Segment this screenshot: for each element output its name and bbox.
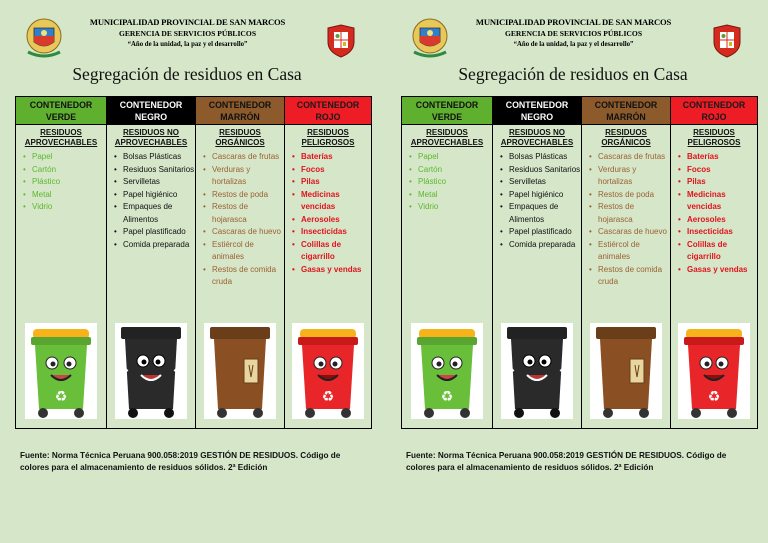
page-title: Segregación de residuos en Casa bbox=[72, 64, 302, 84]
column-marron bbox=[582, 97, 671, 428]
svg-text:♻: ♻ bbox=[54, 389, 68, 405]
black-bin-icon bbox=[501, 323, 573, 419]
list-item: • Papel plastificado bbox=[500, 226, 581, 239]
container-header-negro: CONTENEDOR NEGRO bbox=[493, 97, 581, 125]
list-item: • Medicinas vencidas bbox=[678, 189, 757, 214]
list-item: • Bolsas Plásticas bbox=[114, 151, 195, 164]
list-item: • Empaques de Alimentos bbox=[500, 201, 581, 226]
svg-text:♻: ♻ bbox=[440, 389, 454, 405]
peru-coat-of-arms-icon bbox=[326, 24, 356, 58]
category-title: RESIDUOS NO APROVECHABLES bbox=[114, 128, 188, 147]
container-header-verde: CONTENEDOR VERDE bbox=[16, 97, 106, 125]
municipality-name: MUNICIPALIDAD PROVINCIAL DE SAN MARCOS bbox=[89, 17, 286, 27]
list-item: • Pilas bbox=[678, 176, 757, 189]
list-item: • Papel higiénico bbox=[114, 189, 195, 202]
green-bin-icon bbox=[25, 323, 97, 419]
list-item: • Papel higiénico bbox=[500, 189, 581, 202]
list-item: • Insecticidas bbox=[678, 226, 757, 239]
container-header-marron: CONTENEDOR MARRÓN bbox=[196, 97, 284, 125]
containers-table bbox=[401, 96, 758, 429]
list-item: • Papel bbox=[409, 151, 492, 164]
black-bin-icon bbox=[115, 323, 187, 419]
column-verde bbox=[402, 97, 493, 428]
list-item: • Plástico bbox=[409, 176, 492, 189]
red-bin-icon bbox=[292, 323, 364, 419]
container-header-rojo: CONTENEDOR ROJO bbox=[285, 97, 371, 125]
list-item: • Plástico bbox=[23, 176, 106, 189]
svg-text:♻: ♻ bbox=[707, 389, 721, 405]
column-negro bbox=[493, 97, 582, 428]
source-citation: Fuente: Norma Técnica Peruana 900.058:2019 GESTIÓN DE RESIDUOS. Código de colores para el almacenamiento de residuos sólidos. 2ª Edición bbox=[406, 451, 727, 472]
containers-table bbox=[15, 96, 372, 429]
list-item: • Restos de comida cruda bbox=[203, 264, 284, 289]
brown-bin-icon bbox=[204, 323, 276, 419]
green-bin-icon bbox=[411, 323, 483, 419]
category-title: RESIDUOS APROVECHABLES bbox=[410, 128, 484, 147]
list-item: • Baterías bbox=[292, 151, 371, 164]
list-item: • Comida preparada bbox=[500, 239, 581, 252]
motto: “Año de la unidad, la paz y el desarrollo” bbox=[127, 41, 248, 48]
items-list bbox=[582, 151, 670, 289]
peru-coat-of-arms-icon bbox=[712, 24, 742, 58]
container-header-negro: CONTENEDOR NEGRO bbox=[107, 97, 195, 125]
category-title: RESIDUOS PELIGROSOS bbox=[301, 128, 355, 147]
municipality-name: MUNICIPALIDAD PROVINCIAL DE SAN MARCOS bbox=[475, 17, 672, 27]
list-item: • Empaques de Alimentos bbox=[114, 201, 195, 226]
list-item: • Restos de poda bbox=[589, 189, 670, 202]
category-title: RESIDUOS PELIGROSOS bbox=[687, 128, 741, 147]
page-title: Segregación de residuos en Casa bbox=[458, 64, 688, 84]
list-item: • Medicinas vencidas bbox=[292, 189, 371, 214]
list-item: • Restos de hojarasca bbox=[203, 201, 284, 226]
list-item: • Insecticidas bbox=[292, 226, 371, 239]
list-item: • Comida preparada bbox=[114, 239, 195, 252]
office-name: GERENCIA DE SERVICIOS PÚBLICOS bbox=[118, 29, 257, 38]
list-item: • Aerosoles bbox=[292, 214, 371, 227]
column-negro bbox=[107, 97, 196, 428]
header-block bbox=[446, 17, 701, 50]
list-item: • Gasas y vendas bbox=[678, 264, 757, 277]
flyer-panel-left bbox=[0, 0, 374, 543]
list-item: • Cascaras de huevo bbox=[203, 226, 284, 239]
category-title: RESIDUOS ORGÁNICOS bbox=[601, 128, 651, 147]
items-list bbox=[196, 151, 284, 289]
list-item: • Cartón bbox=[23, 164, 106, 177]
category-title: RESIDUOS ORGÁNICOS bbox=[215, 128, 265, 147]
list-item: • Cartón bbox=[409, 164, 492, 177]
list-item: • Servilletas bbox=[114, 176, 195, 189]
items-list bbox=[16, 151, 106, 214]
container-header-marron: CONTENEDOR MARRÓN bbox=[582, 97, 670, 125]
items-list bbox=[493, 151, 581, 251]
category-title: RESIDUOS APROVECHABLES bbox=[24, 128, 98, 147]
red-bin-icon bbox=[678, 323, 750, 419]
list-item: • Verduras y hortalizas bbox=[203, 164, 284, 189]
list-item: • Vidrio bbox=[409, 201, 492, 214]
list-item: • Vidrio bbox=[23, 201, 106, 214]
container-header-verde: CONTENEDOR VERDE bbox=[402, 97, 492, 125]
items-list bbox=[671, 151, 757, 276]
list-item: • Residuos Sanitarios bbox=[114, 164, 195, 177]
office-name: GERENCIA DE SERVICIOS PÚBLICOS bbox=[504, 29, 643, 38]
column-marron bbox=[196, 97, 285, 428]
list-item: • Restos de poda bbox=[203, 189, 284, 202]
list-item: • Focos bbox=[678, 164, 757, 177]
motto: “Año de la unidad, la paz y el desarrollo” bbox=[513, 41, 634, 48]
list-item: • Estiércol de animales bbox=[203, 239, 284, 264]
items-list bbox=[107, 151, 195, 251]
list-item: • Residuos Sanitarios bbox=[500, 164, 581, 177]
source-citation: Fuente: Norma Técnica Peruana 900.058:2019 GESTIÓN DE RESIDUOS. Código de colores para el almacenamiento de residuos sólidos. 2ª Edición bbox=[20, 451, 341, 472]
list-item: • Colillas de cigarrillo bbox=[292, 239, 371, 264]
list-item: • Verduras y hortalizas bbox=[589, 164, 670, 189]
brown-bin-icon bbox=[590, 323, 662, 419]
header-block bbox=[60, 17, 315, 50]
list-item: • Cascaras de frutas bbox=[203, 151, 284, 164]
items-list bbox=[285, 151, 371, 276]
list-item: • Servilletas bbox=[500, 176, 581, 189]
column-rojo bbox=[671, 97, 757, 428]
list-item: • Gasas y vendas bbox=[292, 264, 371, 277]
list-item: • Metal bbox=[409, 189, 492, 202]
list-item: • Restos de hojarasca bbox=[589, 201, 670, 226]
list-item: • Cascaras de huevo bbox=[589, 226, 670, 239]
list-item: • Cascaras de frutas bbox=[589, 151, 670, 164]
list-item: • Aerosoles bbox=[678, 214, 757, 227]
svg-text:♻: ♻ bbox=[321, 389, 335, 405]
list-item: • Colillas de cigarrillo bbox=[678, 239, 757, 264]
list-item: • Restos de comida cruda bbox=[589, 264, 670, 289]
list-item: • Pilas bbox=[292, 176, 371, 189]
list-item: • Metal bbox=[23, 189, 106, 202]
list-item: • Focos bbox=[292, 164, 371, 177]
list-item: • Baterías bbox=[678, 151, 757, 164]
column-rojo bbox=[285, 97, 371, 428]
list-item: • Papel plastificado bbox=[114, 226, 195, 239]
category-title: RESIDUOS NO APROVECHABLES bbox=[500, 128, 574, 147]
items-list bbox=[402, 151, 492, 214]
flyer-panel-right bbox=[386, 0, 760, 543]
list-item: • Papel bbox=[23, 151, 106, 164]
list-item: • Bolsas Plásticas bbox=[500, 151, 581, 164]
list-item: • Estiércol de animales bbox=[589, 239, 670, 264]
column-verde bbox=[16, 97, 107, 428]
container-header-rojo: CONTENEDOR ROJO bbox=[671, 97, 757, 125]
